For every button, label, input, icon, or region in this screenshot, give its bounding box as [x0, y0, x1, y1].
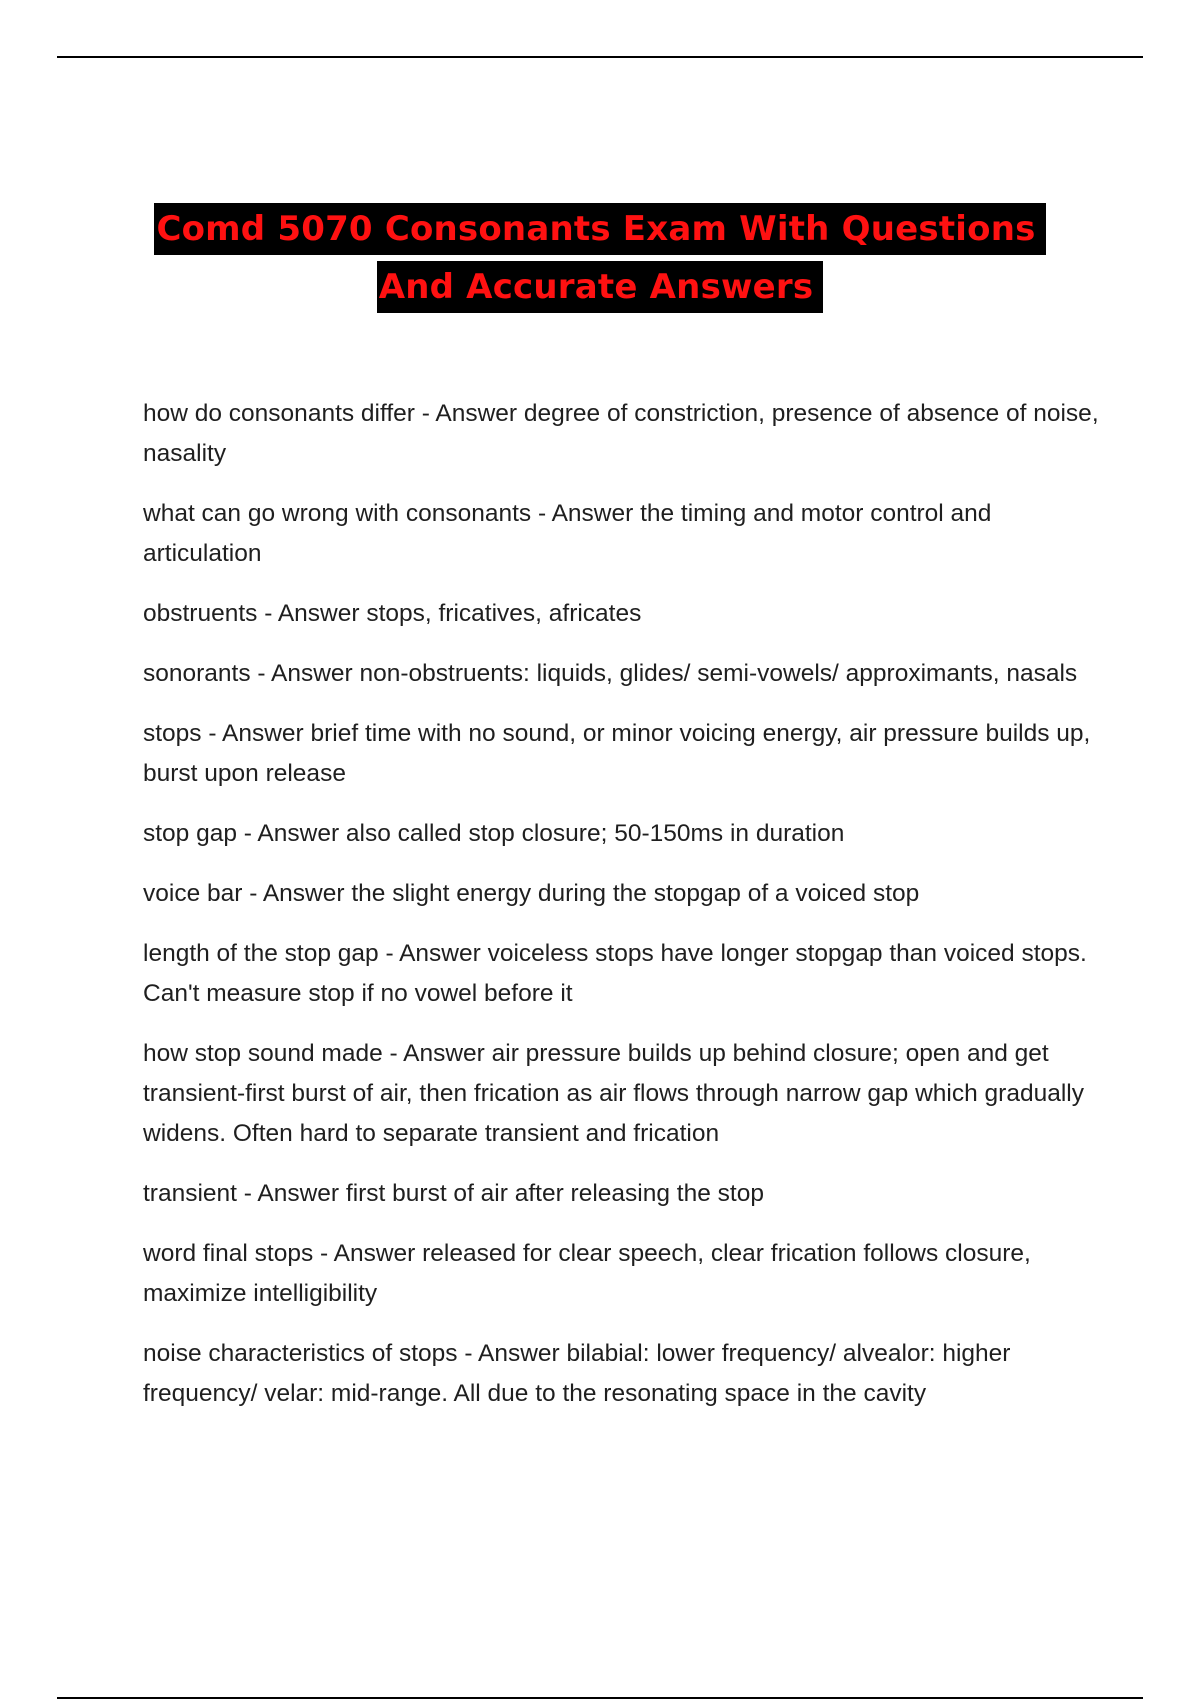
qa-item: sonorants - Answer non-obstruents: liquids, glides/ semi-vowels/ approximants, nasals [143, 660, 1078, 687]
qa-item: stop gap - Answer also called stop closure; 50-150ms in duration [143, 820, 845, 847]
qa-item: obstruents - Answer stops, fricatives, africates [143, 600, 642, 627]
qa-list [143, 394, 1103, 1434]
qa-item: how stop sound made - Answer air pressure builds up behind closure; open and get transient-first burst of air, then frication as air flows through narrow gap which gradually widens. Often hard to separate transient and frication [143, 1040, 1084, 1147]
qa-item: noise characteristics of stops - Answer bilabial: lower frequency/ alvealor: higher frequency/ velar: mid-range. All due to the resonating space in the cavity [143, 1340, 1011, 1407]
document-title [0, 203, 1200, 313]
qa-item: how do consonants differ - Answer degree of constriction, presence of absence of noise, nasality [143, 400, 1099, 467]
title-line-1: Comd 5070 Consonants Exam With Questions [154, 203, 1045, 255]
qa-item: transient - Answer first burst of air after releasing the stop [143, 1180, 764, 1207]
title-line-2: And Accurate Answers [377, 261, 824, 313]
qa-item: stops - Answer brief time with no sound, or minor voicing energy, air pressure builds up, burst upon release [143, 720, 1091, 787]
qa-item: what can go wrong with consonants - Answer the timing and motor control and articulation [143, 500, 992, 567]
header-divider [57, 56, 1143, 58]
qa-item: length of the stop gap - Answer voiceless stops have longer stopgap than voiced stops. Can't measure stop if no vowel before it [143, 940, 1087, 1007]
qa-item: word final stops - Answer released for clear speech, clear frication follows closure, maximize intelligibility [143, 1240, 1031, 1307]
qa-item: voice bar - Answer the slight energy during the stopgap of a voiced stop [143, 880, 920, 907]
footer-divider [57, 1697, 1143, 1699]
